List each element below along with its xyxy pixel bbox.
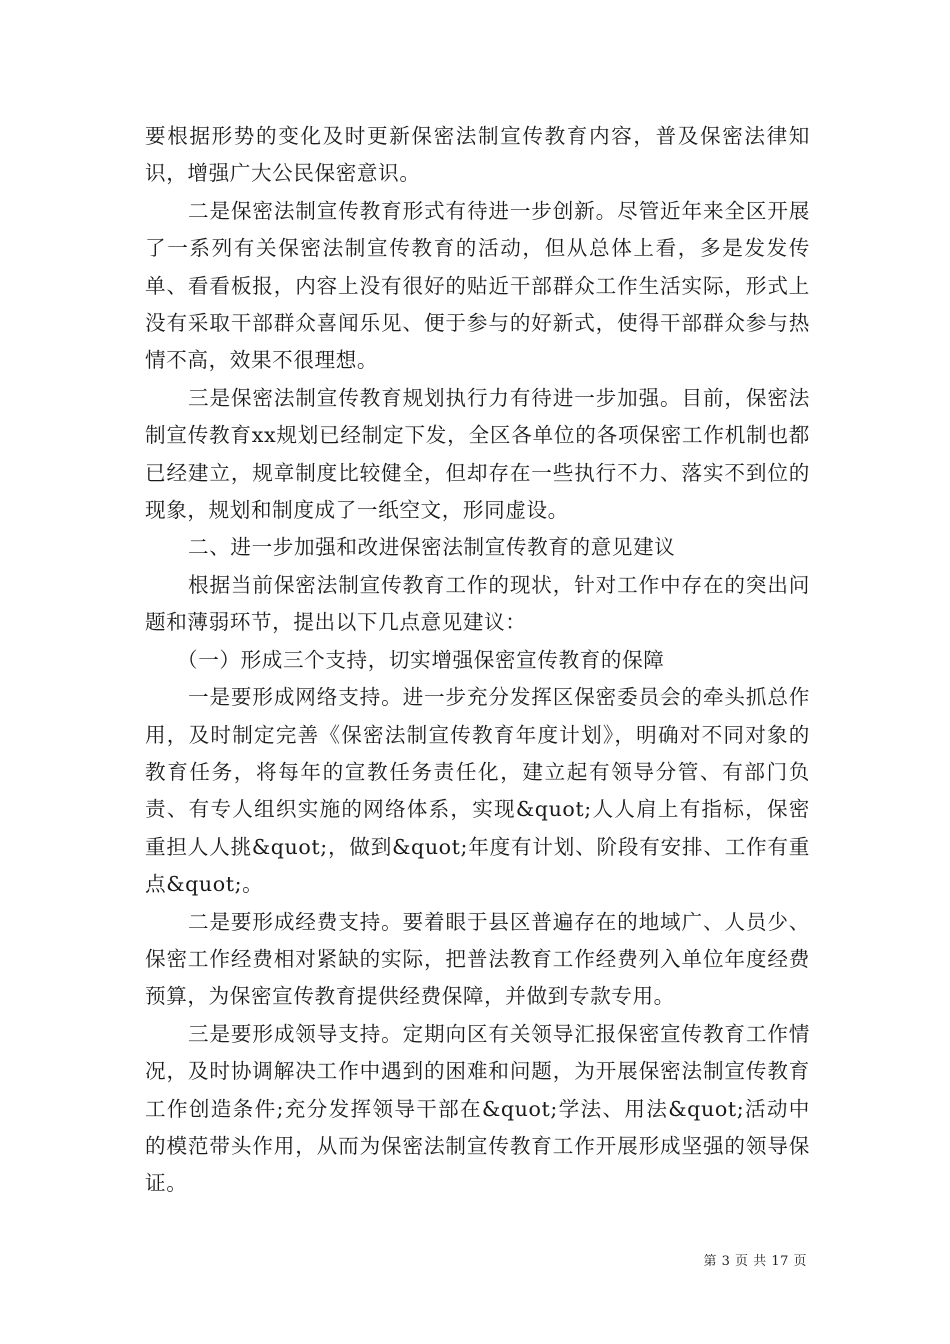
paragraph-network-support: 一是要形成网络支持。进一步充分发挥区保密委员会的牵头抓总作用，及时制定完善《保密法制宣传教育年度计划》，明确对不同对象的教育任务，将每年的宣教任务责任化，建立起有领导分管、有部门负责、有专人组织实施的网络体系，实现&quot;人人肩上有指标，保密重担人人挑&quot;，做到&quot;年度有计划、阶段有安排、工作有重点&quot;。 bbox=[145, 685, 810, 897]
paragraph-continuation: 要根据形势的变化及时更新保密法制宣传教育内容，普及保密法律知识，增强广大公民保密意识。 bbox=[145, 124, 810, 186]
section-heading: 二、进一步加强和改进保密法制宣传教育的意见建议 bbox=[188, 535, 676, 560]
subsection-heading: （一）形成三个支持，切实增强保密宣传教育的保障 bbox=[177, 647, 665, 672]
page-number: 第 3 页 共 17 页 bbox=[703, 1254, 807, 1269]
paragraph-funding-support: 二是要形成经费支持。要着眼于县区普遍存在的地域广、人员少、保密工作经费相对紧缺的实际，把普法教育工作经费列入单位年度经费预算，为保密宣传教育提供经费保障，并做到专款专用。 bbox=[145, 909, 810, 1009]
document-body bbox=[145, 118, 810, 1203]
paragraph-leadership-support: 三是要形成领导支持。定期向区有关领导汇报保密宣传教育工作情况，及时协调解决工作中遇到的困难和问题，为开展保密法制宣传教育工作创造条件;充分发挥领导干部在&quot;学法、用法&quot;活动中的模范带头作用，从而为保密法制宣传教育工作开展形成坚强的领导保证。 bbox=[145, 1021, 810, 1196]
page-footer bbox=[0, 1250, 950, 1270]
paragraph-intro: 根据当前保密法制宣传教育工作的现状，针对工作中存在的突出问题和薄弱环节，提出以下几点意见建议： bbox=[145, 572, 810, 635]
paragraph-point-three: 三是保密法制宣传教育规划执行力有待进一步加强。目前，保密法制宣传教育xx规划已经制定下发，全区各单位的各项保密工作机制也都已经建立，规章制度比较健全，但却存在一些执行不力、落实不到位的现象，规划和制度成了一纸空文，形同虚设。 bbox=[145, 385, 810, 523]
paragraph-point-two: 二是保密法制宣传教育形式有待进一步创新。尽管近年来全区开展了一系列有关保密法制宣传教育的活动，但从总体上看，多是发发传单、看看板报，内容上没有很好的贴近干部群众工作生活实际，形式上没有采取干部群众喜闻乐见、便于参与的好新式，使得干部群众参与热情不高，效果不很理想。 bbox=[145, 198, 810, 373]
